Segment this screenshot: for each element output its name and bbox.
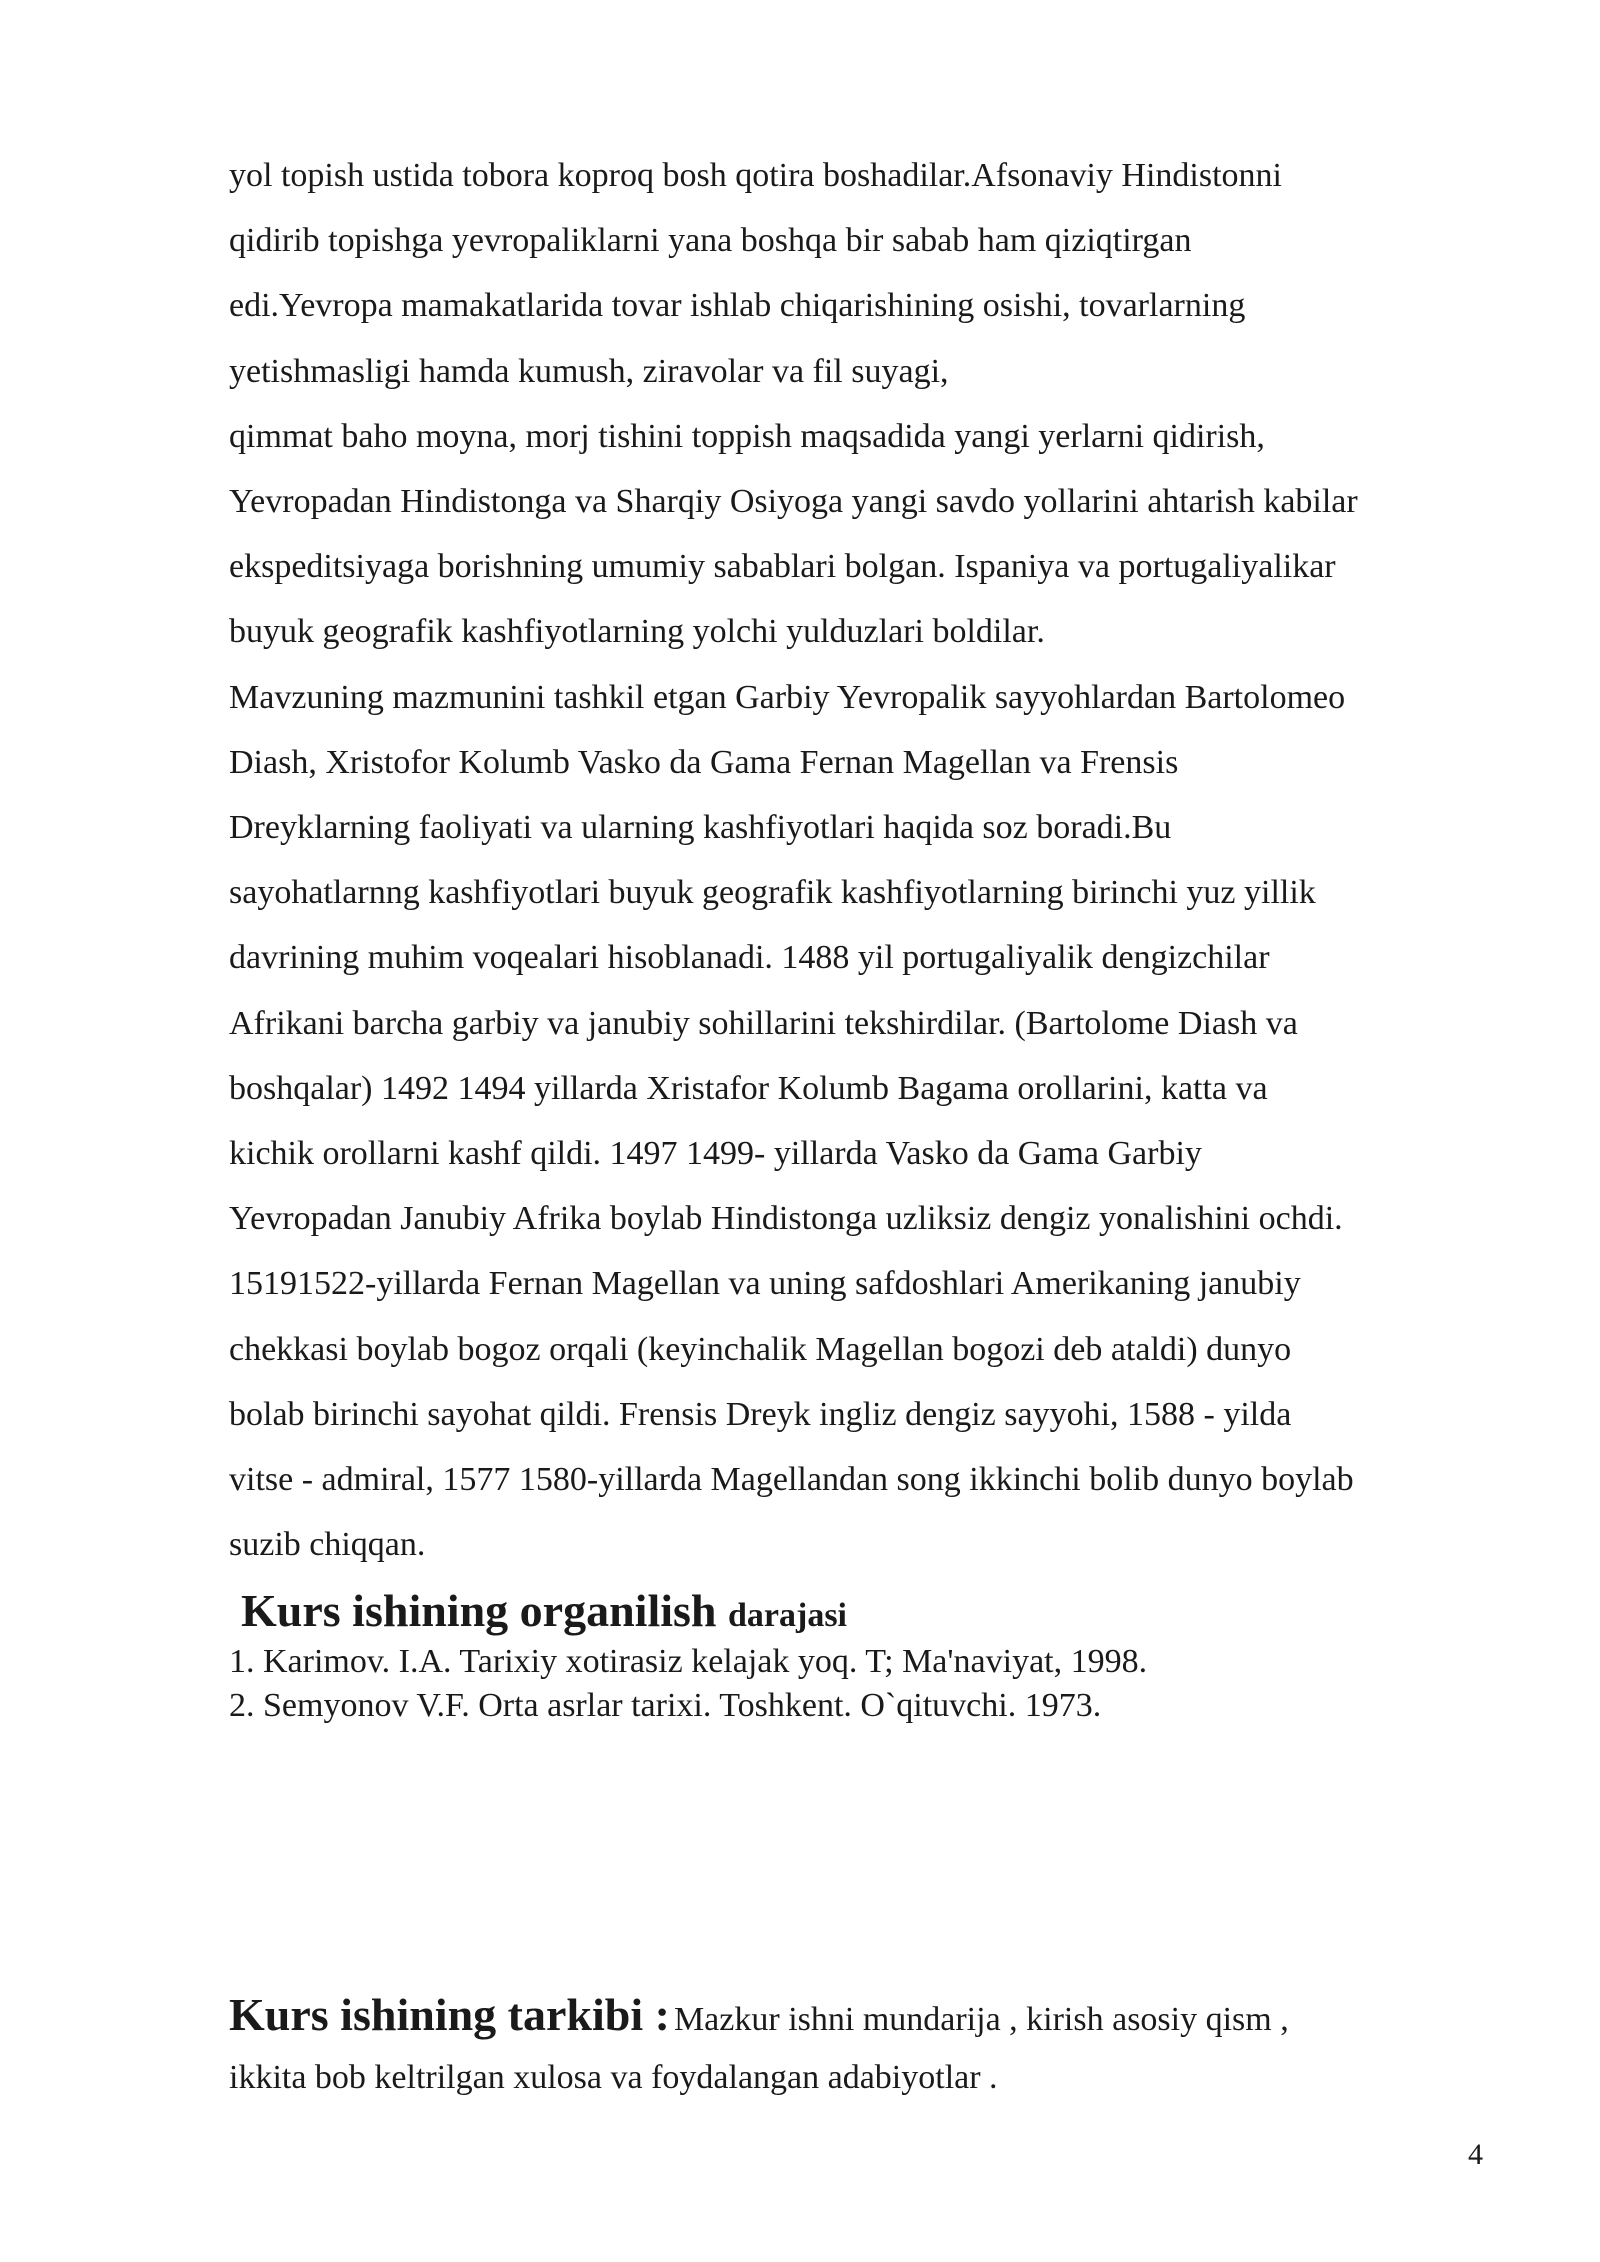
- body-line: davrining muhim voqealari hisoblanadi. 1488 yil portugaliyalik dengizchilar: [229, 939, 1270, 977]
- section-heading-research-level: [241, 1584, 847, 1637]
- body-line: yol topish ustida tobora koproq bosh qotira boshadilar.Afsonaviy Hindistonni: [229, 157, 1282, 194]
- body-line: qidirib topishga yevropaliklarni yana boshqa bir sabab ham qiziqtirgan: [229, 222, 1192, 260]
- body-line: Diash, Xristofor Kolumb Vasko da Gama Fernan Magellan va Frensis: [229, 743, 1179, 781]
- body-line: boshqalar) 1492 1494 yillarda Xristafor Kolumb Bagama orollarini, katta va: [229, 1069, 1268, 1107]
- body-line: Afrikani barcha garbiy va janubiy sohillarini tekshirdilar. (Bartolome Diash va: [229, 1004, 1298, 1042]
- page-number: 4: [1468, 2138, 1483, 2171]
- body-line: sayohatlarnng kashfiyotlari buyuk geografik kashfiyotlarning birinchi yuz yillik: [229, 874, 1316, 912]
- body-line: yetishmasligi hamda kumush, ziravolar va fil suyagi,: [229, 352, 949, 390]
- body-text: [229, 143, 1529, 1577]
- reference-item: 1. Karimov. I.A. Tarixiy xotirasiz kelajak yoq. T; Ma'naviyat, 1998.: [229, 1643, 1148, 1680]
- body-line: Yevropadan Hindistonga va Sharqiy Osiyoga yangi savdo yollarini ahtarish kabilar: [229, 483, 1358, 521]
- body-line: Dreyklarning faoliyati va ularning kashfiyotlari haqida soz boradi.Bu: [229, 809, 1172, 847]
- body-line: edi.Yevropa mamakatlarida tovar ishlab chiqarishining osishi, tovarlarning: [229, 287, 1246, 325]
- body-line: bolab birinchi sayohat qildi. Frensis Dreyk ingliz dengiz sayyohi, 1588 - yilda: [229, 1395, 1292, 1433]
- body-line: Yevropadan Janubiy Afrika boylab Hindistonga uzliksiz dengiz yonalishini ochdi.: [229, 1200, 1343, 1238]
- body-line: ekspeditsiyaga borishning umumiy sabablari bolgan. Ispaniya va portugaliyalikar: [229, 548, 1336, 586]
- section-structure: [229, 1985, 1289, 2100]
- body-line: 15191522-yillarda Fernan Magellan va uning safdoshlari Amerikaning janubiy: [229, 1265, 1301, 1303]
- body-line: kichik orollarni kashf qildi. 1497 1499- yillarda Vasko da Gama Garbiy: [229, 1135, 1202, 1173]
- structure-text: Mazkur ishni mundarija , kirish asosiy qism ,: [673, 2001, 1289, 2038]
- body-line: Mavzuning mazmunini tashkil etgan Garbiy Yevropalik sayyohlardan Bartolomeo: [229, 678, 1346, 716]
- body-line: buyuk geografik kashfiyotlarning yolchi yulduzlari boldilar.: [229, 613, 1045, 651]
- section-heading-structure: Kurs ishining tarkibi :: [229, 1989, 670, 2040]
- body-line: chekkasi boylab bogoz orqali (keyinchalik Magellan bogozi deb ataldi) dunyo: [229, 1330, 1292, 1368]
- structure-text-continued: ikkita bob keltrilgan xulosa va foydalangan adabiyotlar .: [229, 2059, 998, 2096]
- reference-list: [229, 1640, 1147, 1728]
- section-heading-main: Kurs ishining organilish: [241, 1585, 717, 1636]
- reference-item: 2. Semyonov V.F. Orta asrlar tarixi. Toshkent. O`qituvchi. 1973.: [229, 1687, 1102, 1724]
- body-line: suzib chiqqan.: [229, 1526, 426, 1564]
- body-line: vitse - admiral, 1577 1580-yillarda Magellandan song ikkinchi bolib dunyo boylab: [229, 1461, 1354, 1499]
- section-heading-small: darajasi: [728, 1597, 847, 1634]
- body-line: qimmat baho moyna, morj tishini toppish maqsadida yangi yerlarni qidirish,: [229, 417, 1265, 455]
